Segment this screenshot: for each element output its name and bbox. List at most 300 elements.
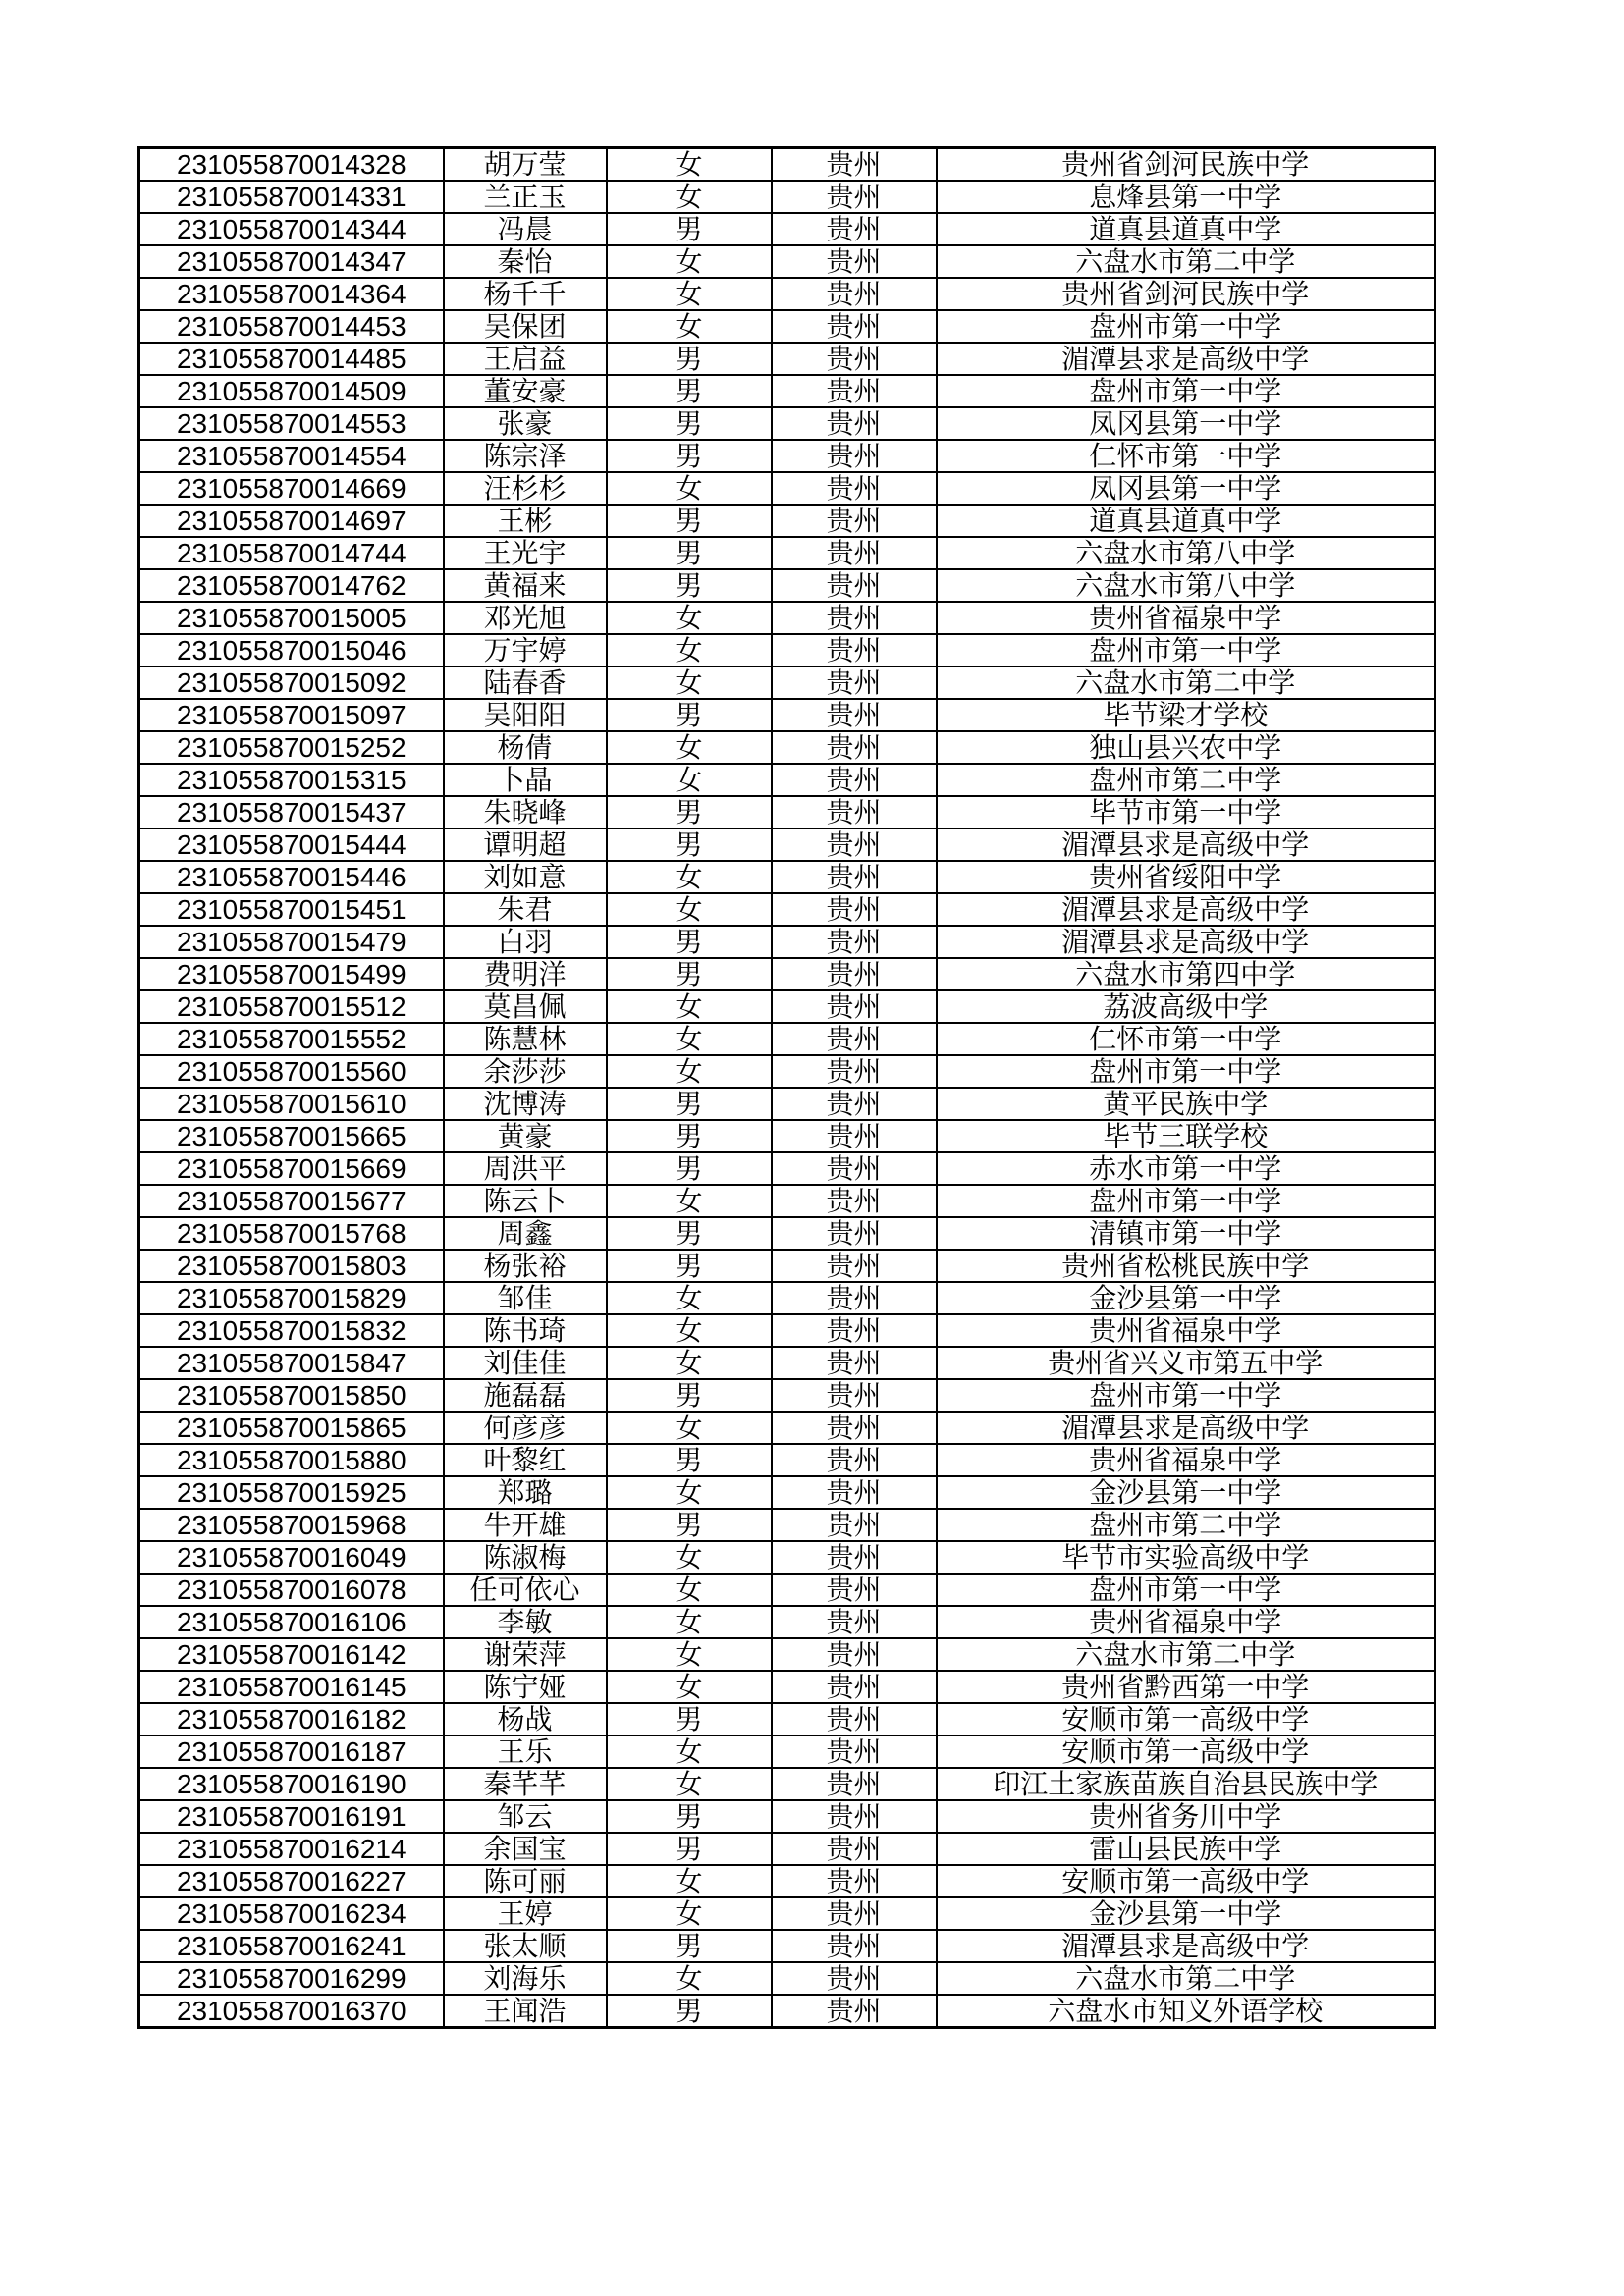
school-cell: 贵州省务川中学 bbox=[937, 1800, 1435, 1833]
table-row bbox=[139, 1897, 1435, 1930]
table-row bbox=[139, 893, 1435, 926]
exam-number-cell: 231055870014509 bbox=[139, 375, 444, 407]
gender-cell: 女 bbox=[607, 245, 772, 278]
name-cell: 王彬 bbox=[444, 505, 607, 537]
gender-cell: 女 bbox=[607, 1768, 772, 1800]
school-cell: 凤冈县第一中学 bbox=[937, 407, 1435, 440]
school-cell: 金沙县第一中学 bbox=[937, 1476, 1435, 1509]
school-cell: 贵州省黔西第一中学 bbox=[937, 1671, 1435, 1703]
province-cell: 贵州 bbox=[772, 828, 937, 861]
exam-number-cell: 231055870015512 bbox=[139, 990, 444, 1023]
province-cell: 贵州 bbox=[772, 213, 937, 245]
school-cell: 六盘水市第八中学 bbox=[937, 569, 1435, 602]
school-cell: 毕节梁才学校 bbox=[937, 699, 1435, 731]
gender-cell: 女 bbox=[607, 1865, 772, 1897]
gender-cell: 女 bbox=[607, 893, 772, 926]
province-cell: 贵州 bbox=[772, 1217, 937, 1250]
name-cell: 谭明超 bbox=[444, 828, 607, 861]
province-cell: 贵州 bbox=[772, 1444, 937, 1476]
table-row bbox=[139, 375, 1435, 407]
exam-number-cell: 231055870014347 bbox=[139, 245, 444, 278]
gender-cell: 女 bbox=[607, 310, 772, 343]
school-cell: 贵州省福泉中学 bbox=[937, 1314, 1435, 1347]
gender-cell: 男 bbox=[607, 1217, 772, 1250]
table-row bbox=[139, 926, 1435, 958]
exam-number-cell: 231055870016190 bbox=[139, 1768, 444, 1800]
school-cell: 盘州市第二中学 bbox=[937, 764, 1435, 796]
school-cell: 盘州市第一中学 bbox=[937, 1185, 1435, 1217]
school-cell: 六盘水市知义外语学校 bbox=[937, 1995, 1435, 2028]
exam-number-cell: 231055870016234 bbox=[139, 1897, 444, 1930]
exam-number-cell: 231055870015865 bbox=[139, 1412, 444, 1444]
name-cell: 卜晶 bbox=[444, 764, 607, 796]
name-cell: 汪杉杉 bbox=[444, 472, 607, 505]
name-cell: 杨倩 bbox=[444, 731, 607, 764]
name-cell: 任可依心 bbox=[444, 1574, 607, 1606]
name-cell: 王婷 bbox=[444, 1897, 607, 1930]
table-row bbox=[139, 796, 1435, 828]
exam-number-cell: 231055870014762 bbox=[139, 569, 444, 602]
gender-cell: 男 bbox=[607, 1152, 772, 1185]
gender-cell: 女 bbox=[607, 1282, 772, 1314]
name-cell: 兰正玉 bbox=[444, 181, 607, 213]
table-row bbox=[139, 1865, 1435, 1897]
gender-cell: 女 bbox=[607, 731, 772, 764]
name-cell: 施磊磊 bbox=[444, 1379, 607, 1412]
province-cell: 贵州 bbox=[772, 1833, 937, 1865]
exam-number-cell: 231055870015444 bbox=[139, 828, 444, 861]
province-cell: 贵州 bbox=[772, 1152, 937, 1185]
school-cell: 湄潭县求是高级中学 bbox=[937, 1412, 1435, 1444]
name-cell: 董安豪 bbox=[444, 375, 607, 407]
exam-number-cell: 231055870015046 bbox=[139, 634, 444, 667]
gender-cell: 男 bbox=[607, 440, 772, 472]
province-cell: 贵州 bbox=[772, 958, 937, 990]
table-row bbox=[139, 1541, 1435, 1574]
school-cell: 盘州市第一中学 bbox=[937, 1379, 1435, 1412]
name-cell: 冯晨 bbox=[444, 213, 607, 245]
name-cell: 秦怡 bbox=[444, 245, 607, 278]
name-cell: 李敏 bbox=[444, 1606, 607, 1638]
gender-cell: 女 bbox=[607, 634, 772, 667]
gender-cell: 男 bbox=[607, 1120, 772, 1152]
province-cell: 贵州 bbox=[772, 1347, 937, 1379]
gender-cell: 女 bbox=[607, 181, 772, 213]
province-cell: 贵州 bbox=[772, 245, 937, 278]
exam-number-cell: 231055870016370 bbox=[139, 1995, 444, 2028]
name-cell: 吴保团 bbox=[444, 310, 607, 343]
table-row bbox=[139, 1282, 1435, 1314]
gender-cell: 女 bbox=[607, 1671, 772, 1703]
province-cell: 贵州 bbox=[772, 796, 937, 828]
exam-number-cell: 231055870015850 bbox=[139, 1379, 444, 1412]
table-row bbox=[139, 861, 1435, 893]
province-cell: 贵州 bbox=[772, 764, 937, 796]
name-cell: 吴阳阳 bbox=[444, 699, 607, 731]
school-cell: 盘州市第一中学 bbox=[937, 375, 1435, 407]
gender-cell: 女 bbox=[607, 1023, 772, 1055]
table-row bbox=[139, 1574, 1435, 1606]
province-cell: 贵州 bbox=[772, 1574, 937, 1606]
name-cell: 王闻浩 bbox=[444, 1995, 607, 2028]
table-row bbox=[139, 1412, 1435, 1444]
exam-number-cell: 231055870015451 bbox=[139, 893, 444, 926]
roster-table bbox=[137, 146, 1436, 2029]
school-cell: 安顺市第一高级中学 bbox=[937, 1703, 1435, 1735]
table-row bbox=[139, 1023, 1435, 1055]
gender-cell: 男 bbox=[607, 407, 772, 440]
gender-cell: 男 bbox=[607, 1930, 772, 1962]
province-cell: 贵州 bbox=[772, 1865, 937, 1897]
exam-number-cell: 231055870015665 bbox=[139, 1120, 444, 1152]
exam-number-cell: 231055870014744 bbox=[139, 537, 444, 569]
gender-cell: 女 bbox=[607, 1347, 772, 1379]
school-cell: 毕节市实验高级中学 bbox=[937, 1541, 1435, 1574]
exam-number-cell: 231055870015560 bbox=[139, 1055, 444, 1088]
table-row bbox=[139, 1217, 1435, 1250]
name-cell: 陈可丽 bbox=[444, 1865, 607, 1897]
table-row bbox=[139, 1314, 1435, 1347]
province-cell: 贵州 bbox=[772, 667, 937, 699]
table-row bbox=[139, 569, 1435, 602]
name-cell: 陆春香 bbox=[444, 667, 607, 699]
gender-cell: 男 bbox=[607, 213, 772, 245]
gender-cell: 女 bbox=[607, 1735, 772, 1768]
name-cell: 白羽 bbox=[444, 926, 607, 958]
exam-number-cell: 231055870015832 bbox=[139, 1314, 444, 1347]
name-cell: 陈云卜 bbox=[444, 1185, 607, 1217]
name-cell: 刘如意 bbox=[444, 861, 607, 893]
exam-number-cell: 231055870016227 bbox=[139, 1865, 444, 1897]
name-cell: 邓光旭 bbox=[444, 602, 607, 634]
table-row bbox=[139, 1509, 1435, 1541]
exam-number-cell: 231055870015092 bbox=[139, 667, 444, 699]
table-row bbox=[139, 1379, 1435, 1412]
province-cell: 贵州 bbox=[772, 1606, 937, 1638]
exam-number-cell: 231055870014669 bbox=[139, 472, 444, 505]
exam-number-cell: 231055870015005 bbox=[139, 602, 444, 634]
exam-number-cell: 231055870015610 bbox=[139, 1088, 444, 1120]
province-cell: 贵州 bbox=[772, 1055, 937, 1088]
gender-cell: 女 bbox=[607, 602, 772, 634]
table-row bbox=[139, 310, 1435, 343]
province-cell: 贵州 bbox=[772, 602, 937, 634]
school-cell: 黄平民族中学 bbox=[937, 1088, 1435, 1120]
exam-number-cell: 231055870015315 bbox=[139, 764, 444, 796]
gender-cell: 女 bbox=[607, 472, 772, 505]
gender-cell: 男 bbox=[607, 537, 772, 569]
exam-number-cell: 231055870014485 bbox=[139, 343, 444, 375]
province-cell: 贵州 bbox=[772, 926, 937, 958]
school-cell: 贵州省福泉中学 bbox=[937, 1606, 1435, 1638]
name-cell: 费明洋 bbox=[444, 958, 607, 990]
exam-number-cell: 231055870015499 bbox=[139, 958, 444, 990]
exam-number-cell: 231055870014364 bbox=[139, 278, 444, 310]
name-cell: 周洪平 bbox=[444, 1152, 607, 1185]
name-cell: 朱晓峰 bbox=[444, 796, 607, 828]
table-row bbox=[139, 1962, 1435, 1995]
province-cell: 贵州 bbox=[772, 1509, 937, 1541]
school-cell: 金沙县第一中学 bbox=[937, 1897, 1435, 1930]
gender-cell: 男 bbox=[607, 1444, 772, 1476]
province-cell: 贵州 bbox=[772, 1282, 937, 1314]
province-cell: 贵州 bbox=[772, 1023, 937, 1055]
exam-number-cell: 231055870016078 bbox=[139, 1574, 444, 1606]
table-row bbox=[139, 1930, 1435, 1962]
exam-number-cell: 231055870015097 bbox=[139, 699, 444, 731]
table-row bbox=[139, 1250, 1435, 1282]
exam-number-cell: 231055870016299 bbox=[139, 1962, 444, 1995]
gender-cell: 男 bbox=[607, 796, 772, 828]
name-cell: 王光宇 bbox=[444, 537, 607, 569]
gender-cell: 女 bbox=[607, 1476, 772, 1509]
province-cell: 贵州 bbox=[772, 731, 937, 764]
province-cell: 贵州 bbox=[772, 1671, 937, 1703]
gender-cell: 男 bbox=[607, 1703, 772, 1735]
gender-cell: 女 bbox=[607, 1962, 772, 1995]
province-cell: 贵州 bbox=[772, 1379, 937, 1412]
school-cell: 六盘水市第四中学 bbox=[937, 958, 1435, 990]
name-cell: 谢荣萍 bbox=[444, 1638, 607, 1671]
table-row bbox=[139, 731, 1435, 764]
gender-cell: 男 bbox=[607, 926, 772, 958]
gender-cell: 女 bbox=[607, 1638, 772, 1671]
table-row bbox=[139, 1347, 1435, 1379]
province-cell: 贵州 bbox=[772, 1412, 937, 1444]
province-cell: 贵州 bbox=[772, 893, 937, 926]
school-cell: 贵州省剑河民族中学 bbox=[937, 148, 1435, 182]
exam-number-cell: 231055870016142 bbox=[139, 1638, 444, 1671]
province-cell: 贵州 bbox=[772, 440, 937, 472]
name-cell: 胡万莹 bbox=[444, 148, 607, 182]
school-cell: 湄潭县求是高级中学 bbox=[937, 828, 1435, 861]
gender-cell: 男 bbox=[607, 1088, 772, 1120]
name-cell: 王启益 bbox=[444, 343, 607, 375]
school-cell: 湄潭县求是高级中学 bbox=[937, 926, 1435, 958]
school-cell: 六盘水市第二中学 bbox=[937, 1962, 1435, 1995]
name-cell: 秦芊芊 bbox=[444, 1768, 607, 1800]
school-cell: 盘州市第二中学 bbox=[937, 1509, 1435, 1541]
table-row bbox=[139, 1476, 1435, 1509]
province-cell: 贵州 bbox=[772, 1735, 937, 1768]
gender-cell: 女 bbox=[607, 861, 772, 893]
school-cell: 赤水市第一中学 bbox=[937, 1152, 1435, 1185]
school-cell: 盘州市第一中学 bbox=[937, 310, 1435, 343]
school-cell: 安顺市第一高级中学 bbox=[937, 1865, 1435, 1897]
province-cell: 贵州 bbox=[772, 1250, 937, 1282]
school-cell: 盘州市第一中学 bbox=[937, 1055, 1435, 1088]
school-cell: 息烽县第一中学 bbox=[937, 181, 1435, 213]
table-row bbox=[139, 1120, 1435, 1152]
table-row bbox=[139, 440, 1435, 472]
table-row bbox=[139, 958, 1435, 990]
school-cell: 贵州省松桃民族中学 bbox=[937, 1250, 1435, 1282]
table-row bbox=[139, 278, 1435, 310]
name-cell: 王乐 bbox=[444, 1735, 607, 1768]
name-cell: 陈淑梅 bbox=[444, 1541, 607, 1574]
school-cell: 印江土家族苗族自治县民族中学 bbox=[937, 1768, 1435, 1800]
school-cell: 雷山县民族中学 bbox=[937, 1833, 1435, 1865]
table-row bbox=[139, 1088, 1435, 1120]
table-row bbox=[139, 1768, 1435, 1800]
school-cell: 湄潭县求是高级中学 bbox=[937, 343, 1435, 375]
province-cell: 贵州 bbox=[772, 1703, 937, 1735]
table-row bbox=[139, 537, 1435, 569]
name-cell: 黄福来 bbox=[444, 569, 607, 602]
table-row bbox=[139, 1735, 1435, 1768]
province-cell: 贵州 bbox=[772, 569, 937, 602]
table-row bbox=[139, 1671, 1435, 1703]
school-cell: 仁怀市第一中学 bbox=[937, 1023, 1435, 1055]
name-cell: 余莎莎 bbox=[444, 1055, 607, 1088]
gender-cell: 女 bbox=[607, 1606, 772, 1638]
school-cell: 安顺市第一高级中学 bbox=[937, 1735, 1435, 1768]
gender-cell: 男 bbox=[607, 958, 772, 990]
gender-cell: 女 bbox=[607, 1541, 772, 1574]
table-row bbox=[139, 1055, 1435, 1088]
table-row bbox=[139, 828, 1435, 861]
exam-number-cell: 231055870015847 bbox=[139, 1347, 444, 1379]
gender-cell: 女 bbox=[607, 1574, 772, 1606]
school-cell: 贵州省福泉中学 bbox=[937, 1444, 1435, 1476]
exam-number-cell: 231055870014697 bbox=[139, 505, 444, 537]
exam-number-cell: 231055870015437 bbox=[139, 796, 444, 828]
province-cell: 贵州 bbox=[772, 1768, 937, 1800]
gender-cell: 女 bbox=[607, 148, 772, 182]
name-cell: 邹佳 bbox=[444, 1282, 607, 1314]
name-cell: 黄豪 bbox=[444, 1120, 607, 1152]
table-row bbox=[139, 634, 1435, 667]
exam-number-cell: 231055870016106 bbox=[139, 1606, 444, 1638]
school-cell: 仁怀市第一中学 bbox=[937, 440, 1435, 472]
province-cell: 贵州 bbox=[772, 1995, 937, 2028]
school-cell: 毕节市第一中学 bbox=[937, 796, 1435, 828]
table-row bbox=[139, 213, 1435, 245]
school-cell: 湄潭县求是高级中学 bbox=[937, 893, 1435, 926]
school-cell: 六盘水市第二中学 bbox=[937, 667, 1435, 699]
province-cell: 贵州 bbox=[772, 990, 937, 1023]
province-cell: 贵州 bbox=[772, 1638, 937, 1671]
school-cell: 盘州市第一中学 bbox=[937, 634, 1435, 667]
name-cell: 陈慧林 bbox=[444, 1023, 607, 1055]
school-cell: 贵州省剑河民族中学 bbox=[937, 278, 1435, 310]
gender-cell: 男 bbox=[607, 343, 772, 375]
gender-cell: 男 bbox=[607, 1800, 772, 1833]
exam-number-cell: 231055870015252 bbox=[139, 731, 444, 764]
name-cell: 万宇婷 bbox=[444, 634, 607, 667]
province-cell: 贵州 bbox=[772, 1800, 937, 1833]
school-cell: 湄潭县求是高级中学 bbox=[937, 1930, 1435, 1962]
gender-cell: 男 bbox=[607, 1833, 772, 1865]
province-cell: 贵州 bbox=[772, 1930, 937, 1962]
table-row bbox=[139, 1638, 1435, 1671]
exam-number-cell: 231055870016187 bbox=[139, 1735, 444, 1768]
province-cell: 贵州 bbox=[772, 375, 937, 407]
exam-number-cell: 231055870016191 bbox=[139, 1800, 444, 1833]
school-cell: 荔波高级中学 bbox=[937, 990, 1435, 1023]
province-cell: 贵州 bbox=[772, 407, 937, 440]
name-cell: 叶黎红 bbox=[444, 1444, 607, 1476]
school-cell: 毕节三联学校 bbox=[937, 1120, 1435, 1152]
table-row bbox=[139, 505, 1435, 537]
exam-number-cell: 231055870014331 bbox=[139, 181, 444, 213]
gender-cell: 女 bbox=[607, 990, 772, 1023]
exam-number-cell: 231055870014344 bbox=[139, 213, 444, 245]
school-cell: 贵州省绥阳中学 bbox=[937, 861, 1435, 893]
table-row bbox=[139, 699, 1435, 731]
province-cell: 贵州 bbox=[772, 1476, 937, 1509]
table-row bbox=[139, 1444, 1435, 1476]
gender-cell: 女 bbox=[607, 1897, 772, 1930]
province-cell: 贵州 bbox=[772, 472, 937, 505]
gender-cell: 男 bbox=[607, 1379, 772, 1412]
exam-number-cell: 231055870014328 bbox=[139, 148, 444, 182]
name-cell: 杨千千 bbox=[444, 278, 607, 310]
gender-cell: 女 bbox=[607, 1412, 772, 1444]
exam-number-cell: 231055870014554 bbox=[139, 440, 444, 472]
province-cell: 贵州 bbox=[772, 310, 937, 343]
school-cell: 凤冈县第一中学 bbox=[937, 472, 1435, 505]
school-cell: 六盘水市第二中学 bbox=[937, 1638, 1435, 1671]
province-cell: 贵州 bbox=[772, 1120, 937, 1152]
school-cell: 盘州市第一中学 bbox=[937, 1574, 1435, 1606]
exam-number-cell: 231055870016145 bbox=[139, 1671, 444, 1703]
name-cell: 邹云 bbox=[444, 1800, 607, 1833]
table-row bbox=[139, 990, 1435, 1023]
table-row bbox=[139, 1606, 1435, 1638]
name-cell: 何彦彦 bbox=[444, 1412, 607, 1444]
gender-cell: 女 bbox=[607, 278, 772, 310]
province-cell: 贵州 bbox=[772, 343, 937, 375]
name-cell: 沈博涛 bbox=[444, 1088, 607, 1120]
gender-cell: 男 bbox=[607, 375, 772, 407]
gender-cell: 女 bbox=[607, 1185, 772, 1217]
exam-number-cell: 231055870015552 bbox=[139, 1023, 444, 1055]
province-cell: 贵州 bbox=[772, 1088, 937, 1120]
exam-number-cell: 231055870015803 bbox=[139, 1250, 444, 1282]
table-row bbox=[139, 472, 1435, 505]
province-cell: 贵州 bbox=[772, 1897, 937, 1930]
province-cell: 贵州 bbox=[772, 861, 937, 893]
school-cell: 贵州省福泉中学 bbox=[937, 602, 1435, 634]
province-cell: 贵州 bbox=[772, 148, 937, 182]
table-row bbox=[139, 181, 1435, 213]
gender-cell: 男 bbox=[607, 828, 772, 861]
exam-number-cell: 231055870016214 bbox=[139, 1833, 444, 1865]
exam-number-cell: 231055870015446 bbox=[139, 861, 444, 893]
exam-number-cell: 231055870016049 bbox=[139, 1541, 444, 1574]
school-cell: 清镇市第一中学 bbox=[937, 1217, 1435, 1250]
table-row bbox=[139, 602, 1435, 634]
gender-cell: 女 bbox=[607, 764, 772, 796]
exam-number-cell: 231055870015925 bbox=[139, 1476, 444, 1509]
name-cell: 张豪 bbox=[444, 407, 607, 440]
province-cell: 贵州 bbox=[772, 634, 937, 667]
province-cell: 贵州 bbox=[772, 699, 937, 731]
exam-number-cell: 231055870015768 bbox=[139, 1217, 444, 1250]
exam-number-cell: 231055870015880 bbox=[139, 1444, 444, 1476]
name-cell: 莫昌佩 bbox=[444, 990, 607, 1023]
table-row bbox=[139, 1800, 1435, 1833]
school-cell: 独山县兴农中学 bbox=[937, 731, 1435, 764]
gender-cell: 男 bbox=[607, 1995, 772, 2028]
gender-cell: 男 bbox=[607, 569, 772, 602]
gender-cell: 女 bbox=[607, 1055, 772, 1088]
name-cell: 刘海乐 bbox=[444, 1962, 607, 1995]
roster-body bbox=[139, 148, 1435, 2028]
name-cell: 牛开雄 bbox=[444, 1509, 607, 1541]
table-row bbox=[139, 407, 1435, 440]
